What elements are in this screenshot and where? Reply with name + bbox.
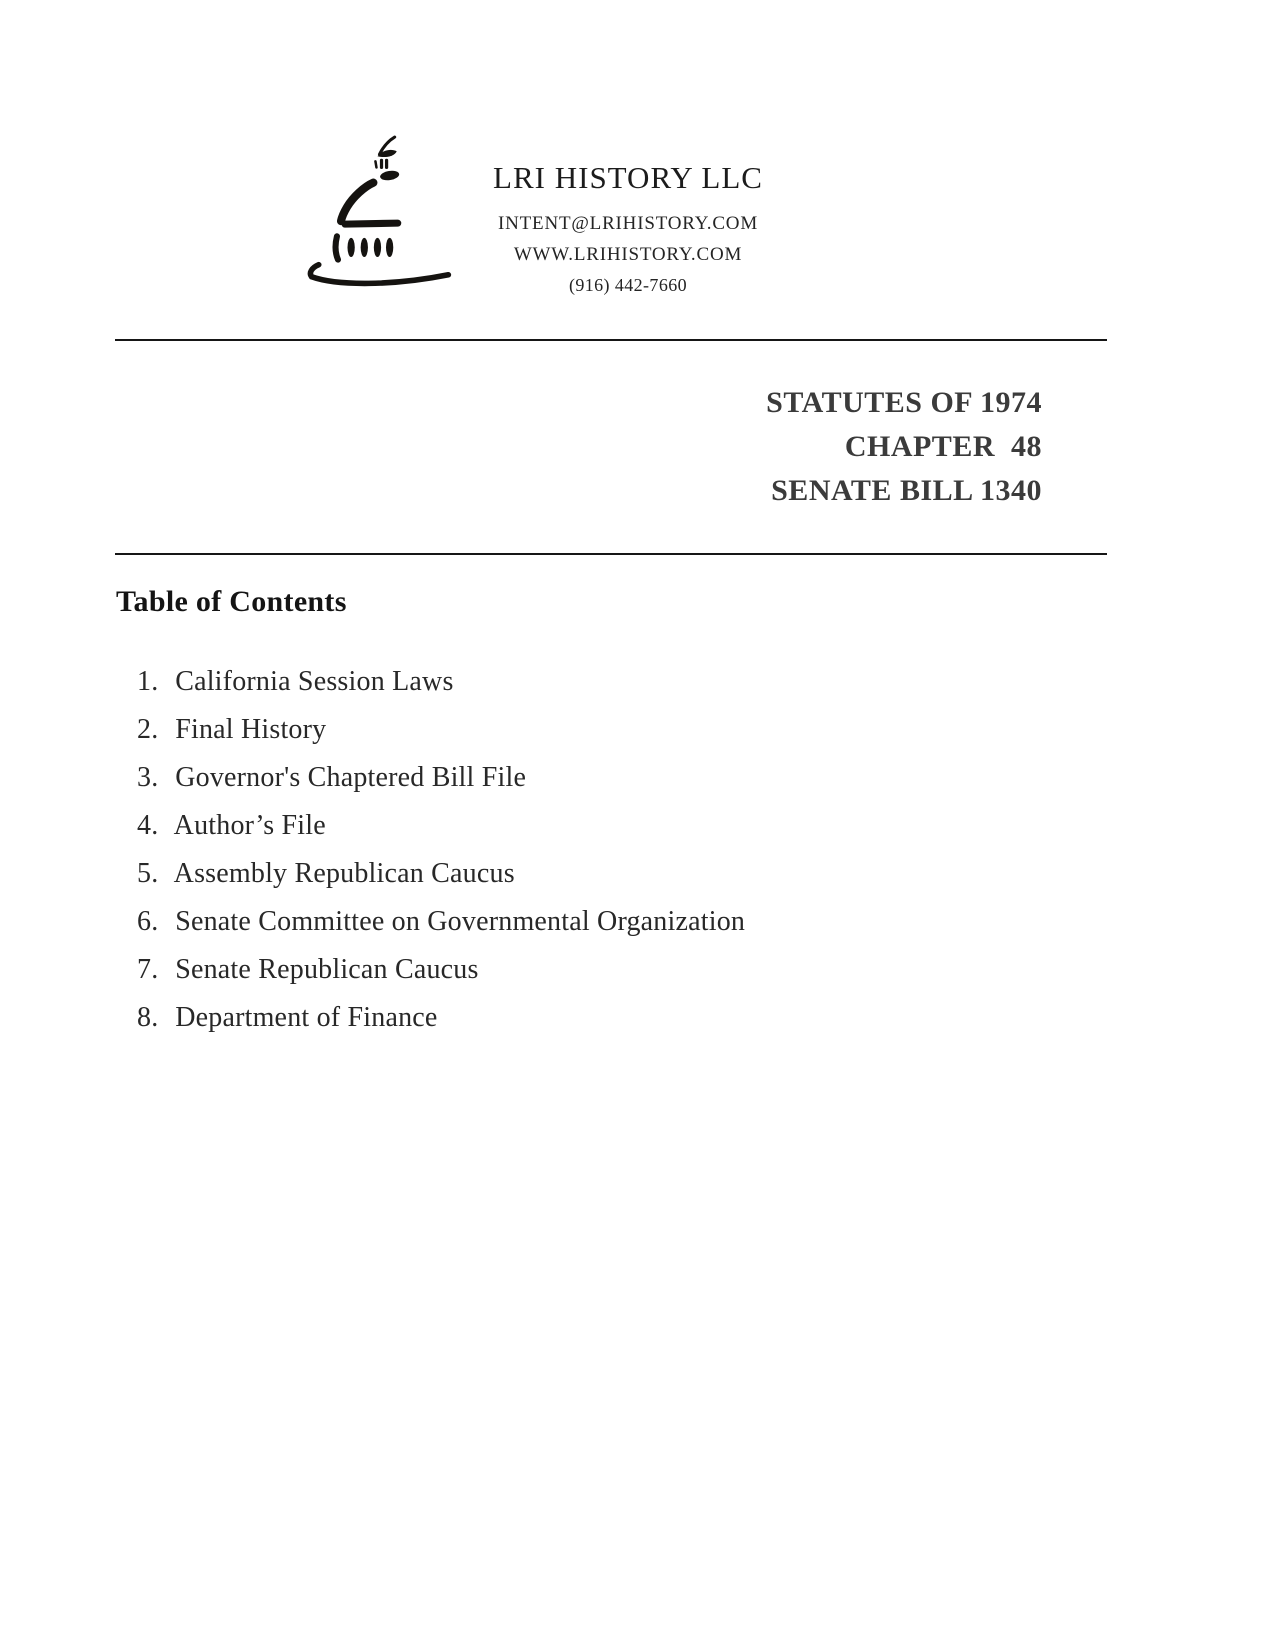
toc-item-label: Final History: [175, 714, 327, 745]
email-address: INTENT@LRIHISTORY.COM: [497, 213, 759, 234]
toc-item-number: 3.: [137, 762, 159, 793]
toc-item-number: 1.: [137, 666, 159, 697]
toc-item-label: Senate Committee on Governmental Organization: [175, 906, 746, 937]
phone-number: (916) 442-7660: [568, 275, 688, 295]
toc-item: [137, 898, 745, 946]
toc-heading: Table of Contents: [116, 585, 347, 618]
website-url: WWW.LRIHISTORY.COM: [513, 244, 743, 265]
toc-item-label: Author’s File: [173, 810, 326, 841]
toc-item-number: 6.: [137, 906, 159, 937]
toc-item: [137, 754, 745, 802]
toc-item: [137, 994, 745, 1042]
toc-item: [137, 946, 745, 994]
toc-item-number: 5.: [137, 858, 159, 889]
toc-item-label: Senate Republican Caucus: [175, 954, 479, 985]
toc-item-number: 7.: [137, 954, 159, 985]
toc-item-label: Governor's Chaptered Bill File: [175, 762, 527, 793]
statute-title-block: [766, 381, 1042, 513]
toc-item: [137, 658, 745, 706]
chapter-line: CHAPTER 48: [844, 430, 1042, 463]
toc-item-label: California Session Laws: [175, 666, 454, 697]
toc-item-label: Assembly Republican Caucus: [173, 858, 515, 889]
toc-list: [137, 658, 745, 1042]
toc-item-number: 4.: [137, 810, 159, 841]
statutes-year-line: STATUTES OF 1974: [766, 386, 1042, 419]
toc-item-number: 2.: [137, 714, 159, 745]
company-name: LRI HISTORY LLC: [493, 160, 763, 195]
letterhead-text: [418, 158, 838, 297]
toc-item: [137, 850, 745, 898]
toc-item: [137, 802, 745, 850]
horizontal-rule-top: [115, 339, 1107, 341]
horizontal-rule-bottom: [115, 553, 1107, 555]
senate-bill-line: SENATE BILL 1340: [771, 474, 1042, 507]
toc-item: [137, 706, 745, 754]
toc-item-label: Department of Finance: [175, 1002, 438, 1033]
toc-item-number: 8.: [137, 1002, 159, 1033]
